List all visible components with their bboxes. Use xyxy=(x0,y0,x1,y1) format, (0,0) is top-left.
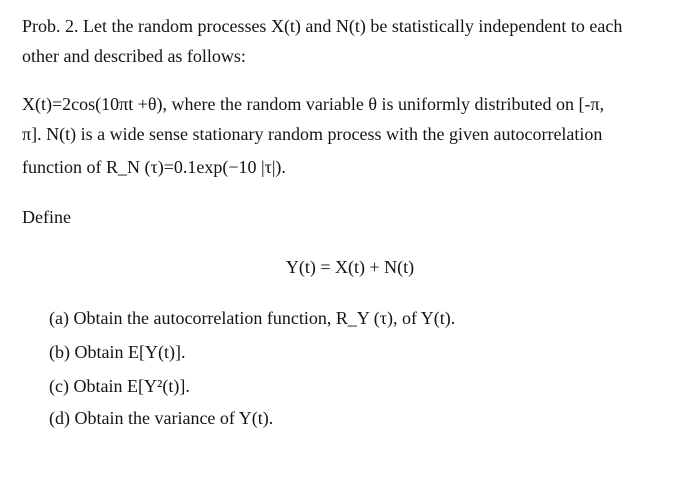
question-d: (d) Obtain the variance of Y(t). xyxy=(49,408,274,428)
problem-line-2: other and described as follows: xyxy=(22,46,246,66)
definition-equation: Y(t) = X(t) + N(t) xyxy=(285,257,415,277)
problem-line-5: function of R_N (τ)=0.1exp(−10 |τ|). xyxy=(22,157,286,177)
define-label: Define xyxy=(22,207,71,227)
problem-line-1: Prob. 2. Let the random processes X(t) and N(t) be statistically independent to each xyxy=(22,16,623,36)
question-a: (a) Obtain the autocorrelation function, R_Y (τ), of Y(t). xyxy=(49,308,456,328)
problem-line-3: X(t)=2cos(10πt +θ), where the random variable θ is uniformly distributed on [-π, xyxy=(22,94,605,114)
problem-line-4: π]. N(t) is a wide sense stationary random process with the given autocorrelation xyxy=(22,124,603,144)
question-b: (b) Obtain E[Y(t)]. xyxy=(49,342,186,362)
question-c: (c) Obtain E[Y²(t)]. xyxy=(49,376,190,396)
